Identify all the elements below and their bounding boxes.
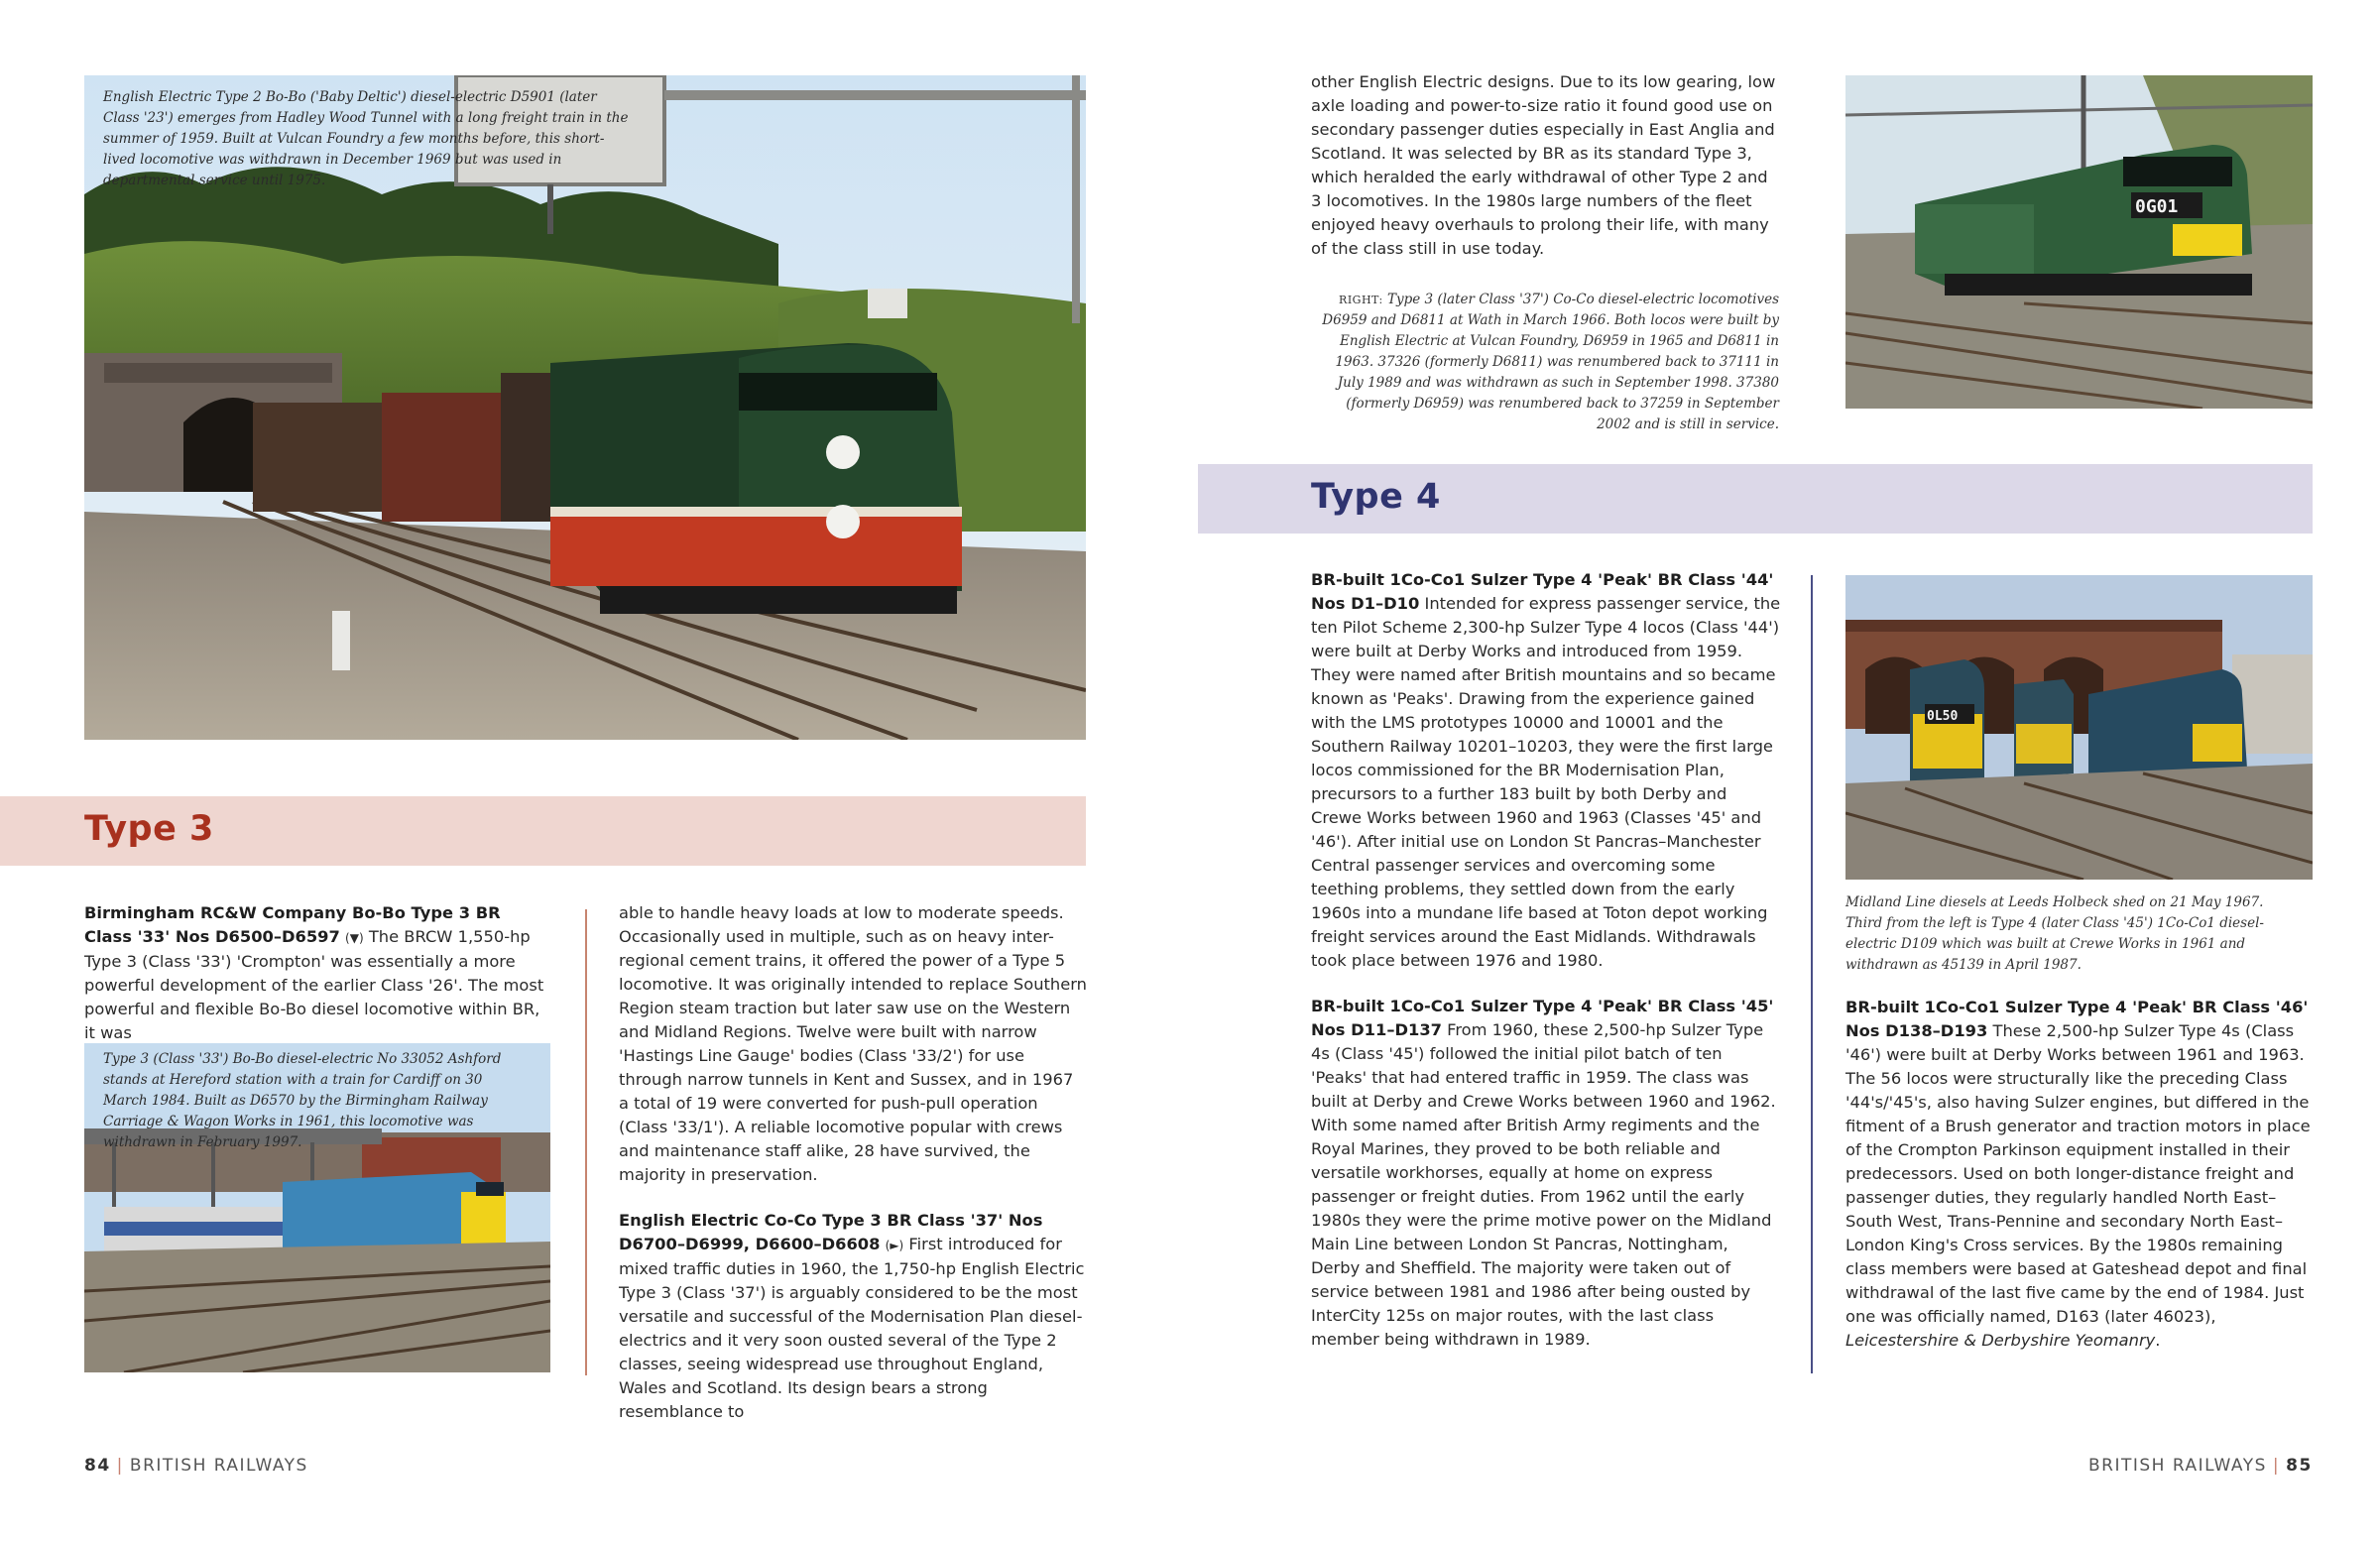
text-class-46-end: . [2155,1331,2161,1350]
heading-class-33: Birmingham RC&W Company Bo-Bo Type 3 BR Class '33' Nos D6500–D6597 [84,903,501,946]
column-class-33-intro [84,901,545,1067]
photo-hadley-wood-caption: English Electric Type 2 Bo-Bo ('Baby Deltic') diesel-electric D5901 (later Class '23') emerges from Hadley Wood Tunnel with a long freight train in the summer of 1959. Built at Vulcan Foundry a few months before, this short-lived locomotive was withdrawn in December 1969 but was used in departmental service until 1975. [103,89,629,188]
column-class-33-37 [619,901,1087,1446]
headcode-0g01: 0G01 [2135,196,2179,217]
folio-right [2088,1456,2313,1476]
arrow-down-icon: (▼) [345,931,364,945]
photo-leeds-holbeck-caption: Midland Line diesels at Leeds Holbeck shed on 21 May 1967. Third from the left is Type 4 (later Class '45') 1Co-Co1 diesel-electric D109 which was built at Crewe Works in 1961 and withdrawn as 45139 in April 1987. [1845,894,2264,973]
text-class-44: Intended for express passenger service, the ten Pilot Scheme 2,300-hp Sulzer Type 4 locos (Class '44') were built at Derby Works and introduced from 1959. They were named after British mountains and so became known as 'Peaks'. Drawing from the experience gained with the LMS prototypes 10000 and 10001 and the Southern Railway 10201–10203, they were the first large locos commissioned for the BR Modernisation Plan, precursors to a further 183 built by both Derby and Crewe Works between 1960 and 1963 (Classes '45' and '46'). After initial use on London St Pancras–Manchester Central passenger services and overcoming some teething problems, they settled down from the early 1960s into a mundane life based at Toton depot working freight services around the East Midlands. Withdrawals took place between 1976 and 1980. [1311,594,1781,970]
running-title-left: BRITISH RAILWAYS [129,1456,308,1476]
photo-class-37-caption [1311,290,1779,435]
text-class-33-continued: able to handle heavy loads at low to moderate speeds. Occasionally used in multiple, such as on heavy inter-regional cement trains, it offered the power of a Type 5 locomotive. It was originally intended to replace Southern Region steam traction but later saw use on the Western and Midland Regions. Twelve were built with narrow 'Hastings Line Gauge' bodies (Class '33/2') for use through narrow tunnels in Kent and Sussex, and in 1967 a total of 19 were converted for push-pull operation (Class '33/1'). A reliable locomotive popular with crews and maintenance staff alike, 28 have survived, the majority in preservation. [619,903,1087,1184]
paragraph-class-46 [1845,996,2316,1353]
photo-leeds-holbeck-image [1845,575,2313,880]
photo-class-37-caption-text: Type 3 (later Class '37') Co-Co diesel-electric locomotives D6959 and D6811 at Wath in March 1966. Both locos were built by English Electric at Vulcan Foundry, D6959 in 1965 and D6811 in 1963. 37326 (formerly D6811) was renumbered back to 37111 in July 1989 and was withdrawn as such in September 1998. 37380 (formerly D6959) was renumbered back to 37259 in September 2002 and is still in service. [1322,292,1779,432]
heading-class-45: BR-built 1Co-Co1 Sulzer Type 4 'Peak' BR Class '45' Nos D11–D137 [1311,997,1774,1039]
text-class-37-continued: other English Electric designs. Due to its low gearing, low axle loading and power-to-size ratio it found good use on secondary passenger duties especially in East Anglia and Scotland. It was selected by BR as its standard Type 3, which heralded the early withdrawal of other Type 2 and 3 locomotives. In the 1980s large numbers of the fleet enjoyed heavy overhauls to prolong their life, with many of the class still in use today. [1311,72,1776,258]
section-title-type-3: Type 3 [84,809,214,849]
folio-separator-right: | [2272,1456,2281,1476]
paragraph-class-44 [1311,568,1781,973]
photo-class-37-image [1845,75,2313,409]
folio-separator: | [116,1456,124,1476]
column-class-37-continued [1311,70,1777,283]
heading-class-37: English Electric Co-Co Type 3 BR Class '37' Nos D6700–D6999, D6600–D6608 [619,1211,1043,1253]
heading-class-46: BR-built 1Co-Co1 Sulzer Type 4 'Peak' BR Class '46' Nos D138–D193 [1845,998,2309,1040]
running-title-right: BRITISH RAILWAYS [2088,1456,2267,1476]
page-number-84: 84 [84,1456,111,1476]
folio-left [84,1456,308,1476]
section-title-type-4: Type 4 [1311,477,1441,517]
photo-class-37-wath [1845,75,2313,409]
column-divider-left [585,909,587,1375]
text-class-33: The BRCW 1,550-hp Type 3 (Class '33') 'Crompton' was essentially a more powerful development of the earlier Class '26'. The most powerful and flexible Bo-Bo diesel locomotive within BR, it was [84,927,544,1042]
caption-label-right: RIGHT: [1339,294,1383,306]
arrow-right-icon: (►) [885,1239,904,1252]
section-band-type-3 [0,796,1086,866]
section-band-type-4 [1198,464,2313,534]
paragraph-class-33 [84,901,545,1045]
headcode-0l50: 0L50 [1927,709,1959,724]
photo-leeds-holbeck [1845,575,2313,880]
photo-class-33-caption: Type 3 (Class '33') Bo-Bo diesel-electric No 33052 Ashford stands at Hereford station with a train for Cardiff on 30 March 1984. Built as D6570 by the Birmingham Railway Carriage & Wagon Works in 1961, this locomotive was withdrawn in February 1997. [103,1051,502,1150]
text-class-37: First introduced for mixed traffic duties in 1960, the 1,750-hp English Electric Type 3 (Class '37') is arguably considered to be the most versatile and successful of the Modernisation Plan diesel-electrics and it very soon ousted several of the Type 2 classes, seeing widespread use throughout England, Wales and Scotland. Its design bears a strong resemblance to [619,1235,1085,1421]
text-class-45: From 1960, these 2,500-hp Sulzer Type 4s (Class '45') followed the initial pilot batch of ten 'Peaks' that had entered traffic in 1959. The class was built at Derby and Crewe Works between 1960 and 1962. With some named after British Army regiments and the Royal Marines, they proved to be both reliable and versatile workhorses, equally at home on express passenger or freight duties. From 1962 until the early 1980s they were the prime motive power on the Midland Main Line between London St Pancras, Nottingham, Derby and Sheffield. The majority were taken out of service between 1981 and 1986 after being ousted by InterCity 125s on major routes, with the last class member being withdrawn in 1989. [1311,1020,1776,1349]
column-divider-right [1811,575,1813,1373]
column-class-46 [1845,996,2316,1374]
paragraph-class-37 [619,1209,1087,1424]
heading-class-44: BR-built 1Co-Co1 Sulzer Type 4 'Peak' BR Class '44' Nos D1–D10 [1311,570,1774,613]
column-class-44-45 [1311,568,1781,1373]
page-number-85: 85 [2286,1456,2313,1476]
paragraph-class-45 [1311,995,1781,1352]
text-class-46: These 2,500-hp Sulzer Type 4s (Class '46') were built at Derby Works between 1961 and 1963. The 56 locos were structurally like the preceding Class '44's/'45's, also having Sulzer engines, but differed in the fitment of a Brush generator and traction motors in place of the Crompton Parkinson equipment installed in their predecessors. Used on both longer-distance freight and passenger duties, they regularly handled North East–South West, Trans-Pennine and secondary North East–London King's Cross services. By the 1980s remaining class members were based at Gateshead depot and final withdrawal of the last five came by the end of 1984. Just one was officially named, D163 (later 46023), [1845,1021,2311,1326]
loco-name-italic: Leicestershire & Derbyshire Yeomanry [1845,1331,2156,1350]
